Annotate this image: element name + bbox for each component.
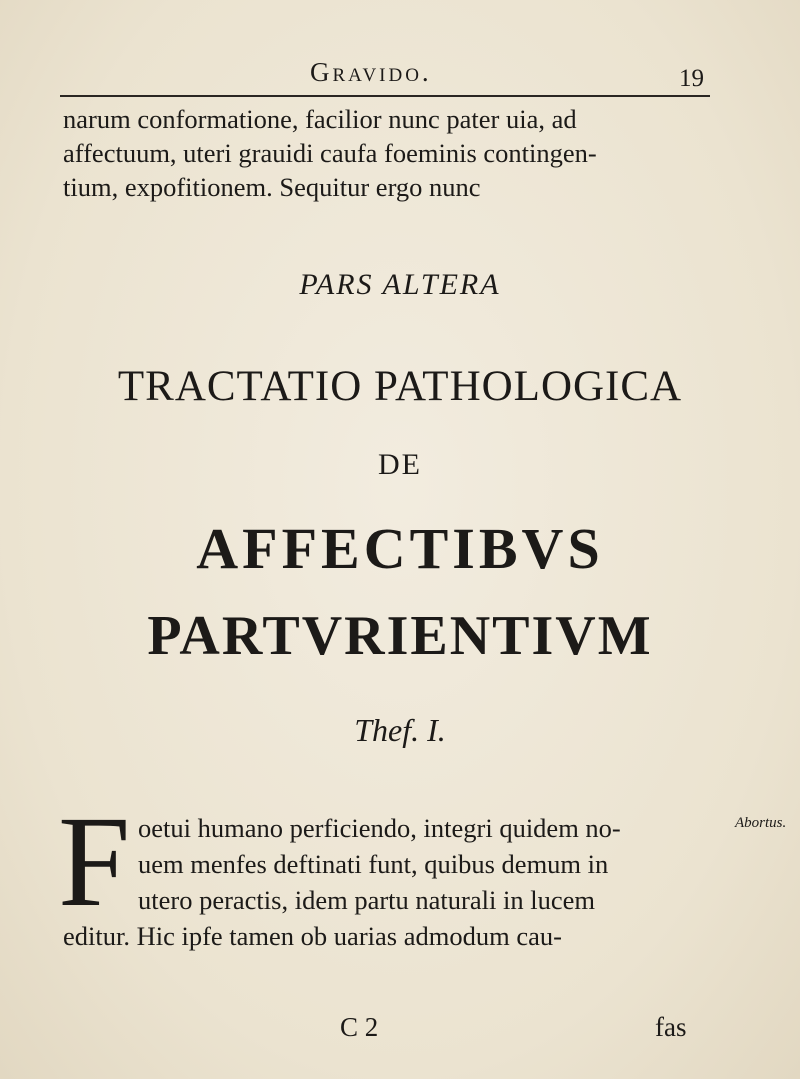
body-line-2: affectuum, uteri grauidi caufa foeminis contingen- xyxy=(63,138,597,168)
margin-note: Abortus. xyxy=(735,815,787,831)
de-heading: DE xyxy=(378,448,422,481)
page-number: 19 xyxy=(679,65,704,92)
thesis-line-4: editur. Hic ipfe tamen ob uarias admodum cau- xyxy=(63,921,562,951)
thesis-line-3: utero peractis, idem partu naturali in lucem xyxy=(138,885,595,915)
thesis-line-1: oetui humano perficiendo, integri quidem no- xyxy=(138,813,621,843)
pars-heading: PARS ALTERA xyxy=(299,268,501,301)
parturientium-heading: PARTVRIENTIVM xyxy=(147,605,653,667)
signature-mark: C 2 xyxy=(340,1012,379,1042)
affectibus-heading: AFFECTIBVS xyxy=(196,516,604,581)
body-line-3: tium, expofitionem. Sequitur ergo nunc xyxy=(63,172,481,202)
running-title: Gravido. xyxy=(310,57,432,87)
tractatio-heading: TRACTATIO PATHOLOGICA xyxy=(117,363,683,410)
header-rule xyxy=(60,95,710,97)
body-line-1: narum conformatione, facilior nunc pater uia, ad xyxy=(63,104,577,134)
drop-cap: F xyxy=(58,790,131,934)
running-head xyxy=(60,55,710,103)
catchword: fas xyxy=(655,1012,687,1042)
thesis-label: Thef. I. xyxy=(354,712,446,748)
thesis-line-2: uem menfes deftinati funt, quibus demum in xyxy=(138,849,609,879)
